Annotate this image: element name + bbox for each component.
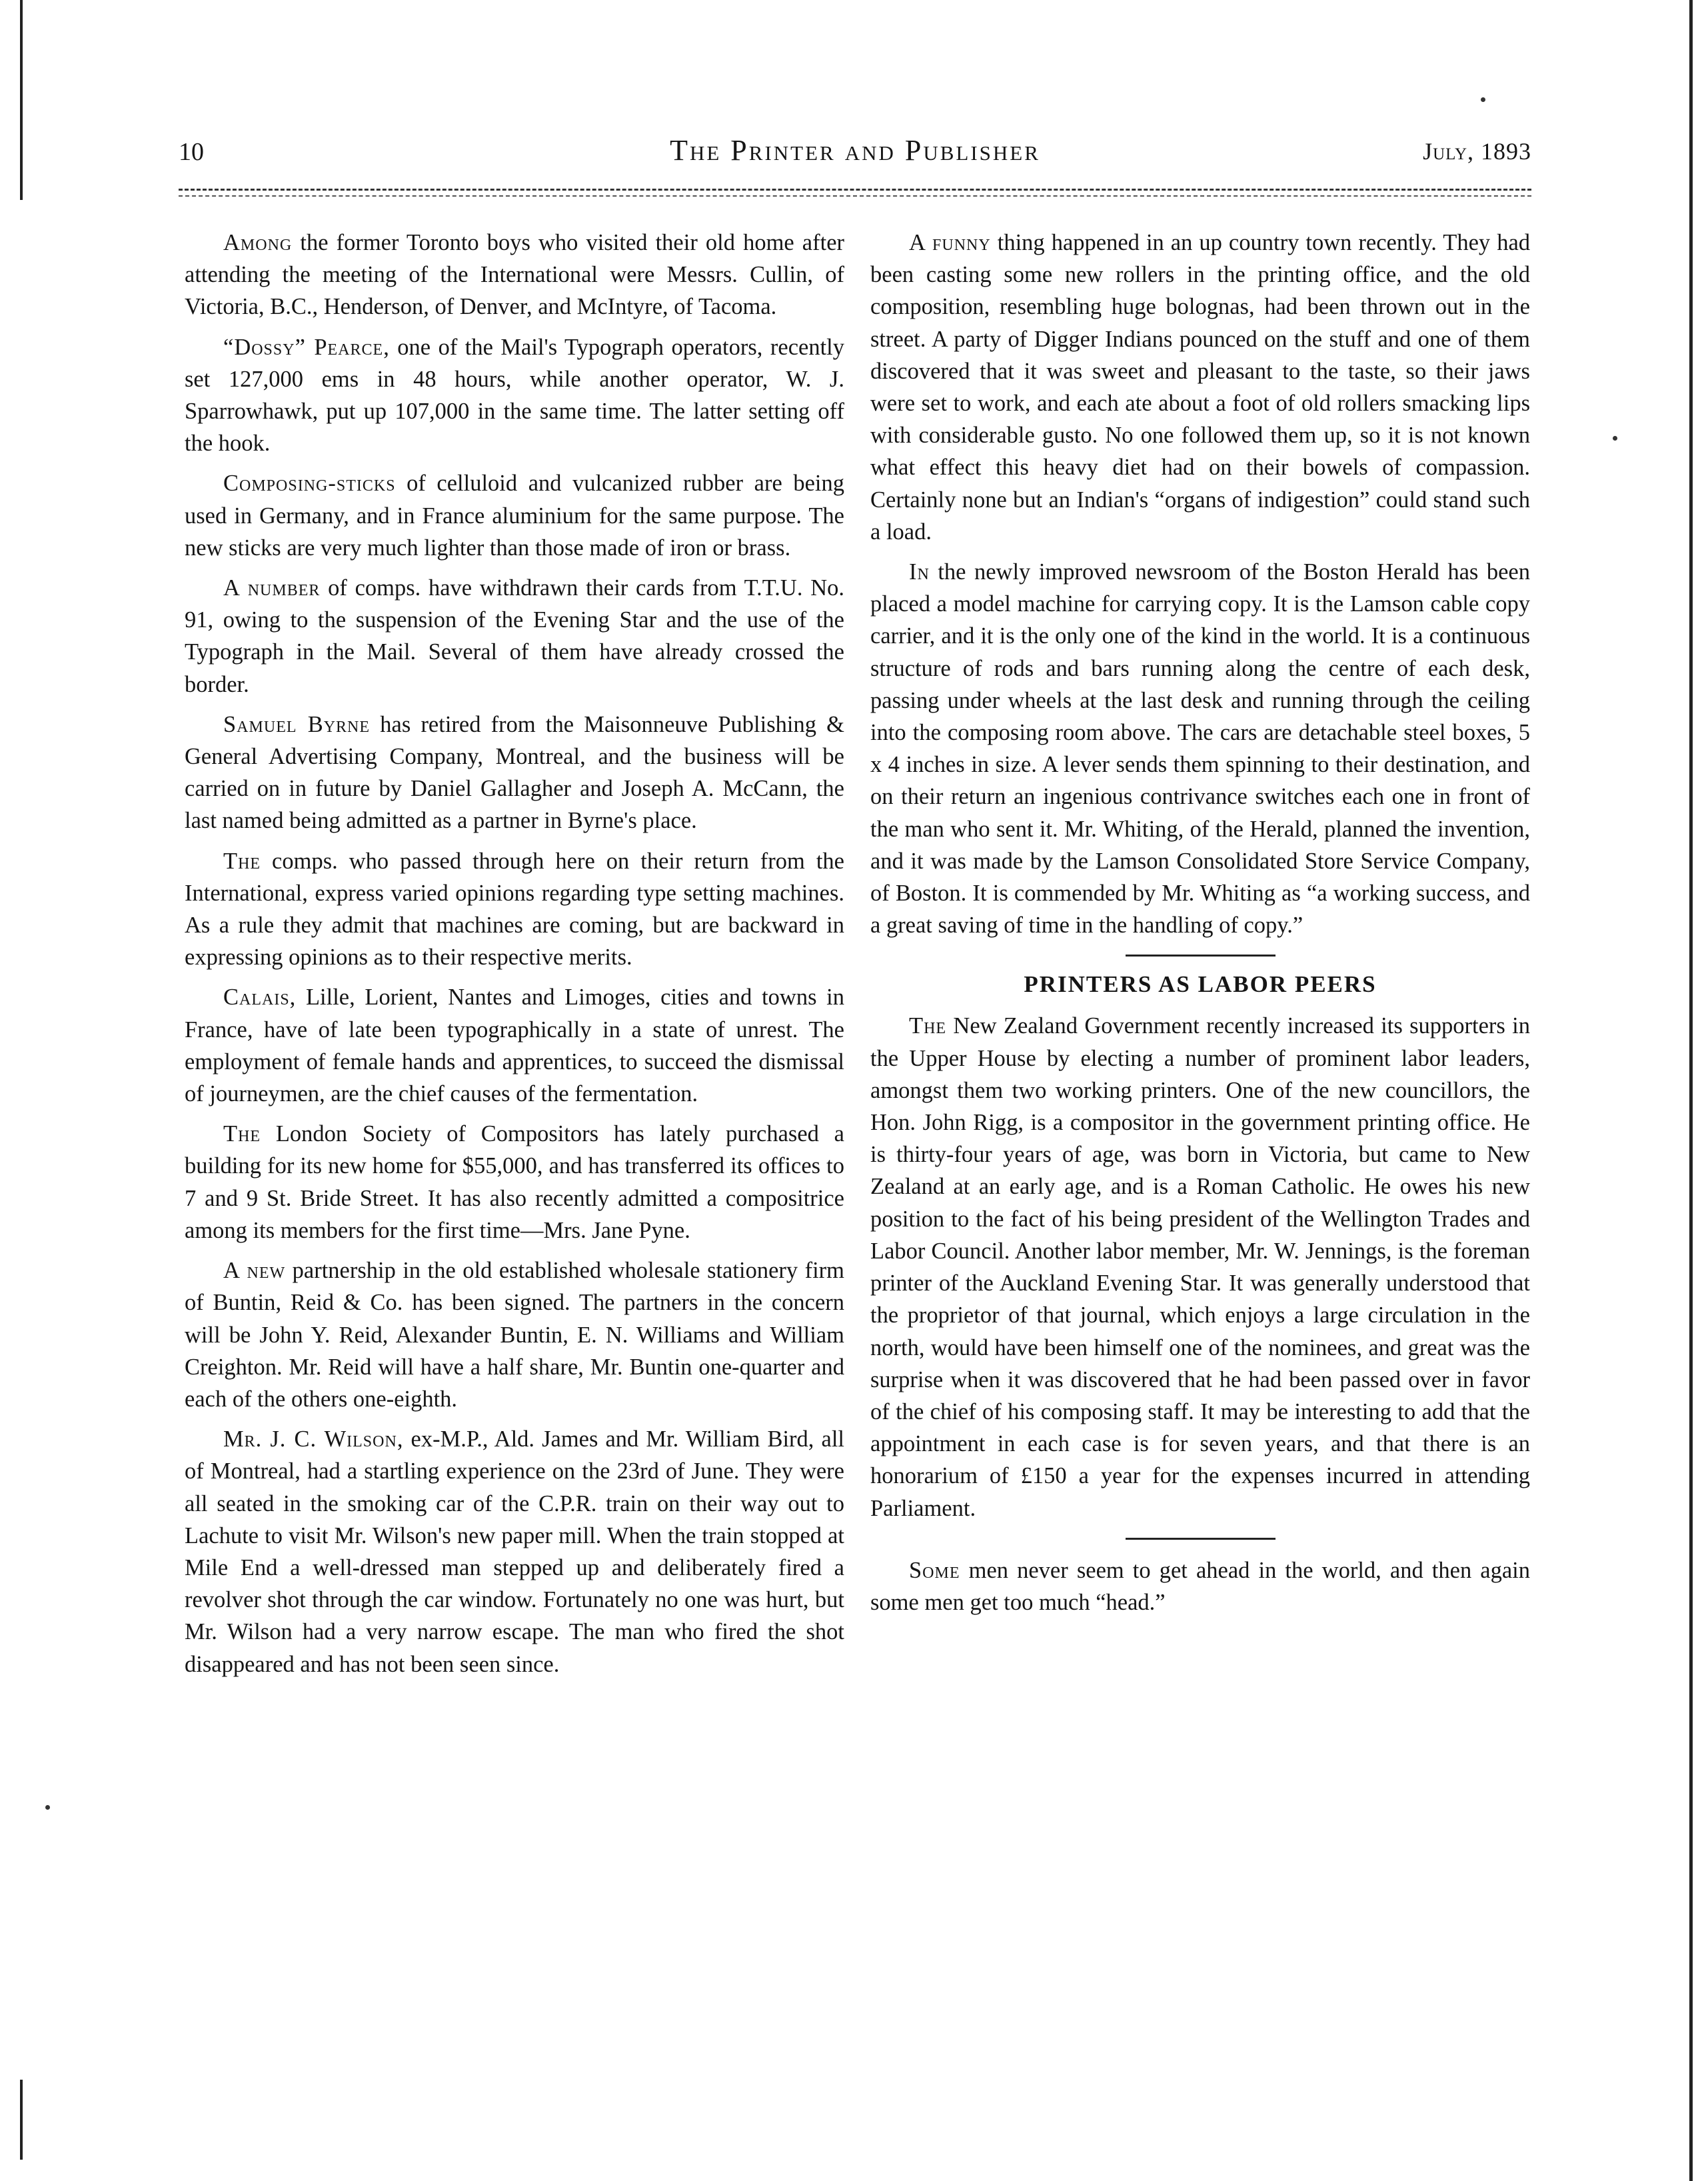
- paragraph-lead: In: [909, 559, 930, 585]
- paragraph-lead: Samuel Byrne: [223, 711, 371, 737]
- paragraph-body: thing happened in an up country town recently. They had been casting some new rollers in the printing office, and the old composition, resembling huge bolognas, had been thrown out in the street. A party of Digger Indians pounced on the stuff and one of them discovered that it was sweet and pleasant to the taste, so their jaws were set to work, and each ate about a foot of old rollers smacking lips with considerable gusto. No one followed them up, so it is not known what effect this heavy diet had on their bowels of compassion. Certainly none but an Indian's “organs of indigestion” could stand such a load.: [870, 230, 1531, 545]
- left-margin-rule: [20, 0, 23, 200]
- article-paragraph: [185, 1254, 844, 1415]
- paragraph-lead: A funny: [909, 230, 991, 255]
- paragraph-lead: The: [223, 1121, 261, 1147]
- section-heading: PRINTERS AS LABOR PEERS: [1024, 971, 1377, 998]
- scan-speck: [1613, 436, 1617, 441]
- paragraph-body: one of the Mail's Typograph operators, recently set 127,000 ems in 48 hours, while another operator, W. J. Sparrowhawk, put up 107,000 in the same time. The latter setting off the hook.: [185, 334, 844, 457]
- paragraph-lead: Composing-sticks: [223, 471, 396, 497]
- article-paragraph: [185, 709, 844, 837]
- article-paragraph: [870, 1554, 1530, 1618]
- paragraph-body: partnership in the old established wholesale stationery firm of Buntin, Reid & Co. has been signed. The partners in the concern will be John Y. Reid, Alexander Buntin, E. N. Williams and William Creighton. Mr. Reid will have a half share, Mr. Buntin one-quarter and each of the others one-eighth.: [185, 1258, 845, 1412]
- article-paragraph: [185, 572, 844, 701]
- article-paragraph: [870, 1010, 1530, 1524]
- paragraph-lead: Among: [223, 230, 293, 255]
- paragraph-lead: Some: [909, 1557, 960, 1583]
- left-margin-rule-lower: [20, 2080, 23, 2160]
- section-divider: [1126, 1538, 1276, 1540]
- article-paragraph: [185, 1423, 844, 1680]
- paragraph-body: the former Toronto boys who visited their old home after attending the meeting of the International were Messrs. Cullin, of Victoria, B.C., Henderson, of Denver, and McIntyre, of Tacoma.: [185, 230, 844, 320]
- header-rule: [179, 189, 1531, 191]
- paragraph-body: has retired from the Maisonneuve Publishing & General Advertising Company, Montreal, and the business will be carried on in future by Daniel Gallagher and Joseph A. McCann, the last named being admitted as a partner in Byrne's place.: [185, 711, 844, 834]
- paragraph-lead: The: [223, 848, 261, 874]
- header-rule-secondary: [179, 195, 1531, 197]
- paragraph-lead: The: [909, 1013, 947, 1039]
- paragraph-body: men never seem to get ahead in the world, and then again some men get too much “head.”: [870, 1557, 1530, 1615]
- left-column: [185, 227, 844, 1688]
- paragraph-body: Lille, Lorient, Nantes and Limoges, cities and towns in France, have of late been typographically in a state of unrest. The employment of female hands and apprentices, to succeed the dismissal of journeymen, are the chief causes of the fermentation.: [185, 985, 844, 1107]
- page-number: 10: [179, 138, 204, 166]
- article-paragraph: [870, 556, 1530, 941]
- paragraph-body: London Society of Compositors has lately purchased a building for its new home for $55,000, and has transferred its offices to 7 and 9 St. Bride Street. It has also recently admitted a compositrice among its members for the first time—Mrs. Jane Pyne.: [185, 1121, 844, 1243]
- scan-speck: [45, 1805, 50, 1810]
- article-paragraph: [185, 227, 844, 323]
- scan-speck: [1481, 97, 1485, 102]
- right-column: [870, 227, 1530, 1626]
- paragraph-lead: Mr. J. C. Wilson,: [223, 1426, 404, 1452]
- paragraph-body: of celluloid and vulcanized rubber are being used in Germany, and in France aluminium for the same purpose. The new sticks are very much lighter than those made of iron or brass.: [185, 471, 844, 561]
- article-paragraph: [185, 981, 844, 1110]
- paragraph-body: comps. who passed through here on their return from the International, express varied opinions regarding type setting machines. As a rule they admit that machines are coming, but are backward in expressing opinions as to their respective merits.: [185, 848, 844, 971]
- section-divider: [1126, 955, 1276, 957]
- issue-date: July, 1893: [1423, 138, 1531, 165]
- running-header: [179, 134, 1531, 177]
- article-paragraph: [185, 845, 844, 974]
- paragraph-body: the newly improved newsroom of the Boston Herald has been placed a model machine for carrying copy. It is the Lamson cable copy carrier, and it is the only one of the kind in the world. It is a continuous structure of rods and bars running along the centre of each desk, passing under wheels at the last desk and running through the ceiling into the composing room above. The cars are detachable steel boxes, 5 x 4 inches in size. A lever sends them spinning to their destination, and on their return an ingenious contrivance switches each one in front of the man who sent it. Mr. Whiting, of the Herald, planned the invention, and it was made by the Lamson Consolidated Store Service Company, of Boston. It is commended by Mr. Whiting as “a working success, and a great saving of time in the handling of copy.”: [870, 559, 1530, 939]
- right-binding-rule: [1689, 0, 1693, 2181]
- article-paragraph: [870, 227, 1530, 548]
- publication-title: The Printer and Publisher: [670, 134, 1040, 167]
- article-paragraph: [185, 331, 844, 460]
- article-paragraph: [185, 467, 844, 564]
- paragraph-body: ex-M.P., Ald. James and Mr. William Bird, all of Montreal, had a startling experience on the 23rd of June. They were all seated in the smoking car of the C.P.R. train on their way out to Lachute to visit Mr. Wilson's new paper mill. When the train stopped at Mile End a well-dressed man stepped up and deliberately fired a revolver shot through the car window. Fortunately no one was hurt, but Mr. Wilson had a very narrow escape. The man who fired the shot disappeared and has not been seen since.: [185, 1426, 844, 1677]
- paragraph-lead: “Dossy” Pearce,: [223, 334, 390, 360]
- paragraph-body: New Zealand Government recently increased its supporters in the Upper House by electing a number of prominent labor leaders, amongst them two working printers. One of the new councillors, the Hon. John Rigg, is a compositor in the government printing office. He is thirty-four years of age, was born in Victoria, but came to New Zealand at an early age, and is a Roman Catholic. He owes his new position to the fact of his being president of the Wellington Trades and Labor Council. Another labor member, Mr. W. Jennings, is the foreman printer of the Auckland Evening Star. It was generally understood that the proprietor of that journal, which enjoys a large circulation in the north, would have been himself one of the nominees, and great was the surprise when it was discovered that he had been passed over in favor of the chief of his composing staff. It may be interesting to add that the appointment in each case is for seven years, and that there is an honorarium of £150 a year for the expenses incurred in attending Parliament.: [870, 1013, 1530, 1521]
- paragraph-body: of comps. have withdrawn their cards from T.T.U. No. 91, owing to the suspension of the Evening Star and the use of the Typograph in the Mail. Several of them have already crossed the border.: [185, 575, 844, 697]
- article-paragraph: [185, 1118, 844, 1246]
- paragraph-lead: A new: [223, 1258, 286, 1284]
- paragraph-lead: Calais,: [223, 985, 297, 1011]
- paragraph-lead: A number: [223, 575, 321, 601]
